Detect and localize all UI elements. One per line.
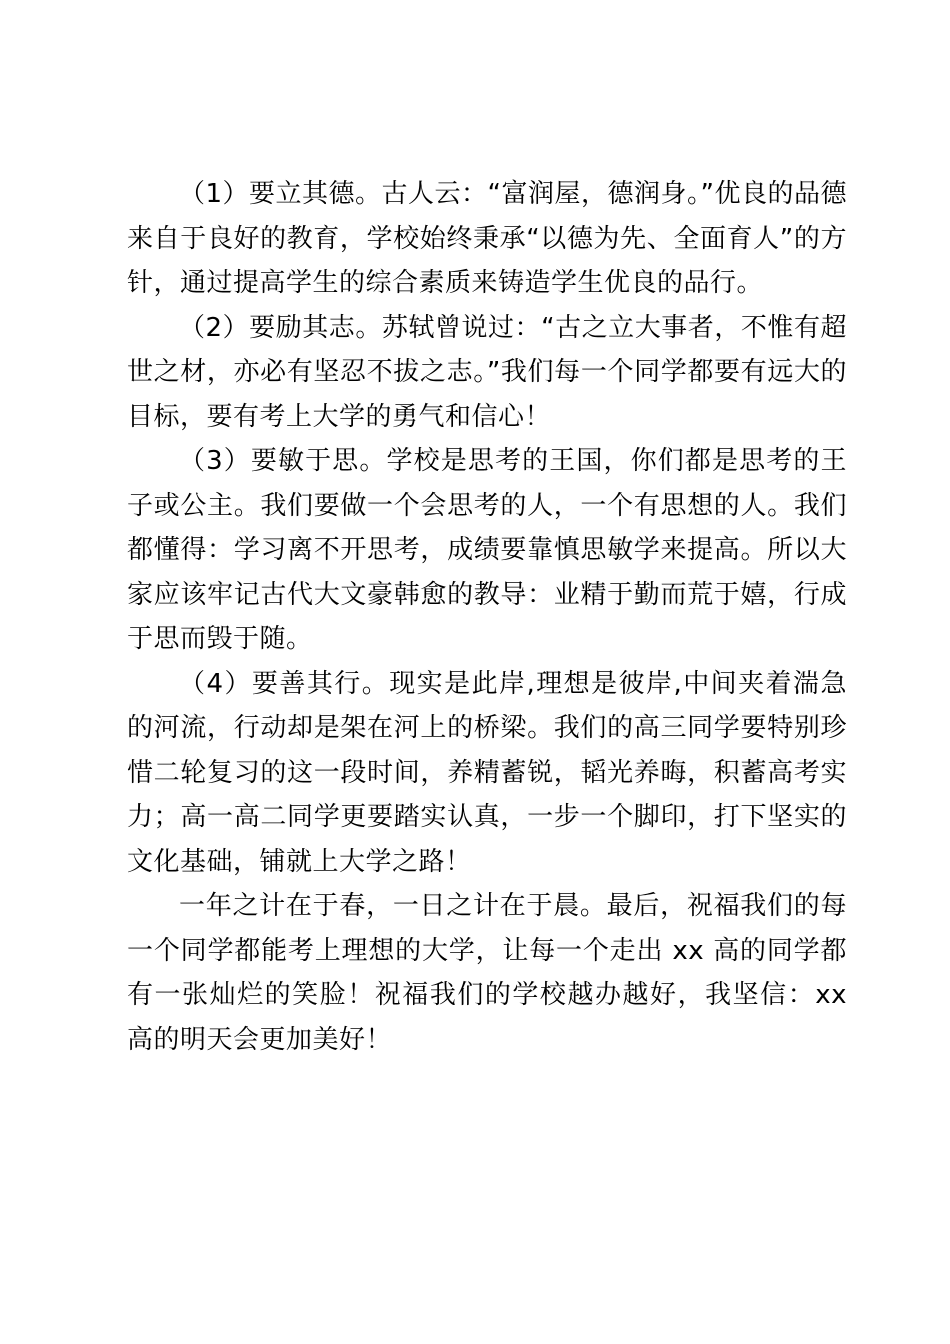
paragraph-3: （3）要敏于思。学校是思考的王国，你们都是思考的王子或公主。我们要做一个会思考的人，一个有思想的人。我们都懂得：学习离不开思考，成绩要靠慎思敏学来提高。所以大家应该牢记古代大文豪韩愈的教导：业精于勤而荒于嬉，行成于思而毁于随。 [127, 446, 847, 654]
paragraph-1: （1）要立其德。古人云：“富润屋，德润身。”优良的品德来自于良好的教育，学校始终秉承“以德为先、全面育人”的方针，通过提高学生的综合素质来铸造学生优良的品行。 [127, 179, 847, 298]
paragraph-4: （4）要善其行。现实是此岸,理想是彼岸,中间夹着湍急的河流，行动却是架在河上的桥梁。我们的高三同学要特别珍惜二轮复习的这一段时间，养精蓄锐，韬光养晦，积蓄高考实力；高一高二同学更要踏实认真，一步一个脚印，打下坚实的文化基础，铺就上大学之路！ [127, 668, 847, 877]
paragraph-5: 一年之计在于春，一日之计在于晨。最后，祝福我们的每一个同学都能考上理想的大学，让每一个走出 xx 高的同学都有一张灿烂的笑脸！祝福我们的学校越办越好，我坚信：xx 高的明天会更加美好！ [127, 891, 847, 1055]
document-page [127, 172, 847, 1062]
paragraph-2: （2）要励其志。苏轼曾说过：“古之立大事者，不惟有超世之材，亦必有坚忍不拔之志。”我们每一个同学都要有远大的目标，要有考上大学的勇气和信心！ [127, 312, 847, 432]
